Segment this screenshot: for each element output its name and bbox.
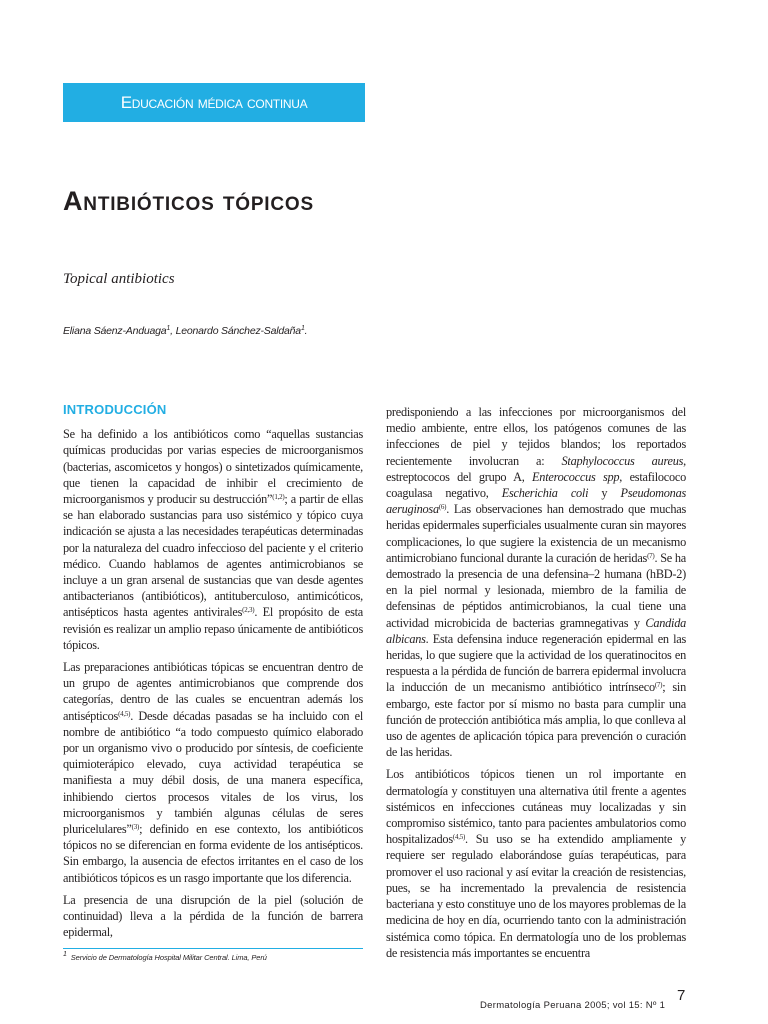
citation-ref: (4,5)	[452, 833, 466, 842]
text-run: ; definido en ese contexto, los antibióticos tópicos no se diferencian en forma evidente de los antisépticos. Sin embargo, la ausencia de efectos irritantes en el caso de los antibióticos tópicos es un rasgo importante que los diferencia.	[63, 822, 363, 885]
author-list-end: .	[304, 325, 308, 337]
text-run: . Desde décadas pasadas se ha incluido con el nombre de antibiótico “a todo compuesto químico elaborado por un organismo vivo o producido por síntesis, de coeficiente quimioterápico elevado, cuya actividad terapéutica se manifiesta a muy débil dosis, de una manera específica, inhibiendo ciertos procesos vitales de los virus, los microorganismos y también algunas células de seres pluricelulares”	[63, 708, 363, 837]
body-paragraph	[386, 404, 686, 760]
body-paragraph	[63, 426, 363, 653]
text-run: . Su uso se ha extendido ampliamente y requiere ser regulado elaborándose guías terapéuticas, para promover el uso racional y así evitar la creación de resistencias, pues, se ha incrementado la prevalencia de resistencia bacteriana y esto constituye uno de los mayores problemas de la medicina de hoy en día, ocurriendo tanto con la administración sistémica como tópica. En dermatología uno de los problemas de resistencia más importantes se encuentra	[386, 832, 686, 960]
section-banner-label: Educación médica continua	[120, 93, 308, 112]
author-affiliation-mark: 1	[300, 325, 305, 332]
right-column	[386, 404, 686, 967]
article-subtitle: Topical antibiotics	[63, 271, 175, 287]
footnote-text: Servicio de Dermatología Hospital Militar Central. Lima, Perú	[70, 953, 267, 962]
journal-footer: Dermatología Peruana 2005; vol 15: Nº 1	[480, 1000, 666, 1011]
text-run: ; a partir de ellas se han elaborado sustancias para uso sistémico y tópico cuya indicación se ajusta a las necesidades terapéuticas determinadas por la naturaleza del cuadro infeccioso del paciente y el criterio médico. Cuando hablamos de agentes antimicrobianos se incluye a un gran arsenal de sustancias que van desde agentes antibacterianos (antibióticos), antituberculoso, antimicóticos, antisépticos hasta agentes antivirales	[63, 492, 363, 620]
citation-ref: (7)	[647, 551, 655, 560]
author-list	[63, 325, 307, 337]
footnote	[63, 953, 267, 962]
citation-ref: (2,3)	[242, 606, 255, 615]
species-name: Enterococcus spp	[532, 469, 620, 484]
text-run: . Se ha demostrado la presencia de una defensina–2 humana (hBD-2) en la piel normal y lesionada, miembro de la familia de defensinas de péptidos antimicrobianos, la cual tiene una actividad microbicida de bacterias gramnegativas y	[386, 550, 686, 630]
left-column	[63, 402, 363, 947]
citation-ref: (4,5)	[118, 709, 131, 718]
body-paragraph	[63, 892, 363, 941]
text-run: La presencia de una disrupción de la piel (solución de continuidad) lleva a la pérdida de la función de barrera epidermal,	[63, 892, 363, 940]
author-name: Leonardo Sánchez-Saldaña	[175, 325, 301, 337]
text-run: predisponiendo a las infecciones por microorganismos del medio ambiente, entre ellos, los patógenos comunes de las infecciones de piel y tejidos blandos; los reportados recientemente involucran a:	[386, 405, 686, 468]
text-run: , estreptococos del grupo A,	[386, 453, 686, 484]
citation-ref: (1,2)	[272, 493, 285, 502]
citation-ref: (7)	[654, 681, 663, 690]
text-run: ; sin embargo, este factor por sí mismo no basta para cumplir una función de protección antibiótica más amplia, lo que conlleva al uso de agentes de aplicación tópica para prevención o curación de las heridas.	[386, 680, 686, 760]
author-affiliation-mark: 1	[166, 325, 171, 332]
text-run: . El propósito de esta revisión es realizar un amplio repaso únicamente de antibióticos tópicos.	[63, 605, 363, 652]
citation-ref: (3)	[131, 823, 140, 832]
citation-ref: (6)	[438, 503, 447, 512]
body-paragraph	[386, 766, 686, 960]
species-name: Escherichia coli	[501, 486, 589, 501]
left-column-body	[63, 426, 363, 940]
page-number: 7	[677, 987, 686, 1004]
text-run: Las preparaciones antibióticas tópicas se encuentran dentro de un grupo de agentes antimicrobianos que comprende dos categorías, dentro de las cuales se encuentran además los antisépticos	[63, 660, 363, 723]
footnote-divider	[63, 948, 363, 949]
section-heading-introduction: INTRODUCCIÓN	[63, 402, 167, 417]
author-name: Eliana Sáenz-Anduaga	[63, 325, 167, 337]
text-run: , estafilococo coagulasa negativo,	[386, 469, 686, 501]
text-run: Se ha definido a los antibióticos como “aquellas sustancias químicas producidas por varias especies de microorganismos (bacterias, ascomicetos y hongos) o sintetizados químicamente, que tienen la capacidad de inhibir el crecimiento de microorganismos y producir su destrucción”	[63, 427, 363, 507]
text-run: . Esta defensina induce regeneración epidermal en las heridas, lo que sugiere que la actividad de los queratinocitos en respuesta a la pérdida de función de barrera epidermal involucra la inducción de un mecanismo antibiótico intrínseco	[386, 631, 686, 695]
species-name: Staphylococcus aureus	[561, 453, 684, 468]
text-run: . Las observaciones han demostrado que muchas heridas epidermales superficiales usualmente curan sin mayores complicaciones, lo que sugiere la existencia de un mecanismo antimicrobiano funcional durante la curación de heridas	[386, 502, 686, 565]
body-paragraph	[63, 659, 363, 886]
species-name: Candida albicans	[386, 615, 686, 646]
article-title: Antibióticos tópicos	[63, 186, 314, 216]
text-run: Los antibióticos tópicos tienen un rol importante en dermatología y constituyen una alternativa útil frente a agentes sistémicos en infecciones cutáneas muy localizadas y sin compromiso sistémico, tanto para pacientes ambulatorios como hospitalizados	[386, 767, 686, 847]
species-name: Pseudomonas aeruginosa	[386, 486, 687, 517]
footnote-mark: 1	[63, 951, 67, 958]
right-column-body	[386, 404, 686, 961]
author-separator: ,	[170, 325, 176, 337]
text-run: y	[588, 486, 621, 501]
section-banner	[63, 83, 365, 122]
